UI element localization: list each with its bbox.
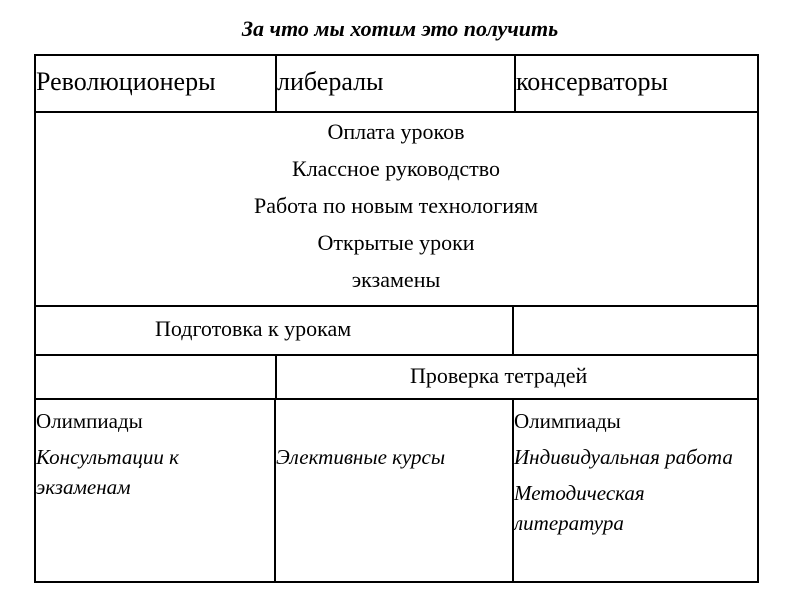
page-title: За что мы хотим это получить [241, 16, 559, 41]
bottom-col3-line2: Индивидуальная работа [514, 445, 733, 469]
shared-item: Оплата уроков [327, 119, 465, 144]
bottom-col-conservatives [514, 406, 755, 538]
bottom-col3-line3: Методическая литература [514, 481, 645, 535]
bottom-divider-1 [274, 398, 276, 583]
table-divider-check [34, 398, 759, 400]
table-divider-prep [34, 354, 759, 356]
shared-item: Работа по новым технологиям [253, 193, 539, 218]
header-liberals: либералы [277, 67, 384, 96]
prep-label: Подготовка к урокам [155, 316, 352, 341]
table-border-top [34, 54, 759, 56]
shared-item: Классное руководство [292, 156, 500, 181]
shared-item: экзамены [351, 267, 441, 292]
table-divider-shared [34, 305, 759, 307]
header-revolutionaries: Революционеры [36, 67, 216, 96]
table-border-bottom [34, 581, 759, 583]
bottom-col1-line1: Олимпиады [36, 409, 143, 433]
header-conservatives: консерваторы [516, 67, 668, 96]
bottom-col3-line1: Олимпиады [514, 409, 621, 433]
shared-item: Открытые уроки [317, 230, 475, 255]
check-label: Проверка тетрадей [410, 363, 588, 388]
shared-items [35, 113, 757, 298]
bottom-col1-line2: Консультации к экзаменам [36, 445, 179, 499]
bottom-col-liberals [276, 442, 510, 472]
bottom-col2-line1: Элективные курсы [276, 445, 446, 469]
check-divider [275, 354, 277, 400]
table-border-right [757, 54, 759, 583]
bottom-col-revolutionaries [36, 406, 271, 502]
prep-divider [512, 305, 514, 356]
